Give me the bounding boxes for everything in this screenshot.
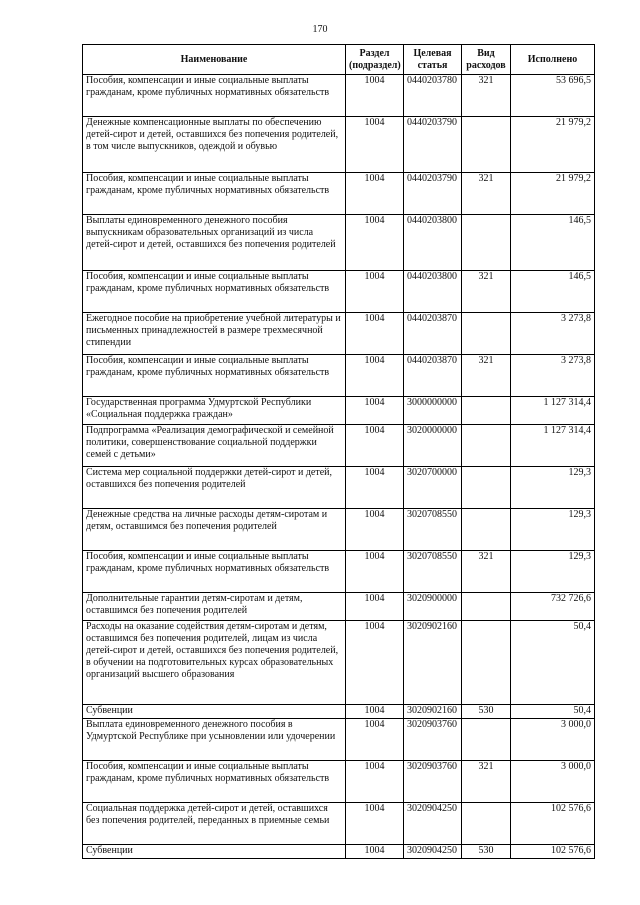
table-row: [83, 621, 595, 705]
cell-article: 3020900000: [404, 593, 462, 621]
cell-type: [462, 313, 511, 355]
cell-section: 1004: [346, 803, 404, 845]
cell-type: [462, 117, 511, 173]
cell-amount: 3 273,8: [511, 313, 595, 355]
cell-amount: 50,4: [511, 705, 595, 719]
header-name: Наименование: [83, 45, 346, 75]
cell-section: 1004: [346, 845, 404, 859]
cell-article: 3020902160: [404, 705, 462, 719]
cell-section: 1004: [346, 509, 404, 551]
cell-article: 3020708550: [404, 509, 462, 551]
table-row: [83, 705, 595, 719]
cell-amount: 146,5: [511, 215, 595, 271]
cell-article: 3020708550: [404, 551, 462, 593]
cell-article: 3020700000: [404, 467, 462, 509]
cell-name: Выплата единовременного денежного пособия в Удмуртской Республике при усыновлении или удочерении: [83, 719, 346, 761]
cell-amount: 146,5: [511, 271, 595, 313]
cell-name: Субвенции: [83, 705, 346, 719]
cell-amount: 21 979,2: [511, 173, 595, 215]
cell-section: 1004: [346, 593, 404, 621]
cell-amount: 1 127 314,4: [511, 425, 595, 467]
cell-amount: 3 273,8: [511, 355, 595, 397]
cell-amount: 3 000,0: [511, 719, 595, 761]
cell-section: 1004: [346, 621, 404, 705]
table-row: [83, 761, 595, 803]
table-row: [83, 803, 595, 845]
header-article: Целевая статья: [404, 45, 462, 75]
cell-article: 3020903760: [404, 761, 462, 803]
cell-type: [462, 467, 511, 509]
cell-type: [462, 425, 511, 467]
cell-type: 530: [462, 845, 511, 859]
cell-type: [462, 593, 511, 621]
cell-type: 530: [462, 705, 511, 719]
cell-article: 3020904250: [404, 803, 462, 845]
cell-amount: 129,3: [511, 509, 595, 551]
cell-section: 1004: [346, 397, 404, 425]
page-number: 170: [312, 24, 328, 35]
table-row: [83, 215, 595, 271]
cell-type: 321: [462, 75, 511, 117]
cell-type: 321: [462, 761, 511, 803]
cell-name: Выплаты единовременного денежного пособия выпускникам образовательных организаций из числа детей-сирот и детей, оставшихся без попечения родителей: [83, 215, 346, 271]
cell-section: 1004: [346, 313, 404, 355]
cell-amount: 50,4: [511, 621, 595, 705]
cell-name: Пособия, компенсации и иные социальные выплаты гражданам, кроме публичных нормативных обязательств: [83, 75, 346, 117]
table-row: [83, 467, 595, 509]
cell-name: Денежные компенсационные выплаты по обеспечению детей-сирот и детей, оставшихся без попечения родителей, в том числе выпускников, одеждой и обувью: [83, 117, 346, 173]
cell-article: 0440203780: [404, 75, 462, 117]
cell-name: Пособия, компенсации и иные социальные выплаты гражданам, кроме публичных нормативных обязательств: [83, 173, 346, 215]
table-row: [83, 397, 595, 425]
cell-name: Расходы на оказание содействия детям-сиротам и детям, оставшимся без попечения родителей, лицам из числа детей-сирот и детей, оставшихся без попечения родителей, в обучении на подготовительных курсах образовательных организаций высшего образования: [83, 621, 346, 705]
cell-section: 1004: [346, 75, 404, 117]
table-row: [83, 75, 595, 117]
cell-type: [462, 719, 511, 761]
header-type: Вид расходов: [462, 45, 511, 75]
cell-type: 321: [462, 355, 511, 397]
table-row: [83, 355, 595, 397]
cell-type: [462, 215, 511, 271]
cell-name: Пособия, компенсации и иные социальные выплаты гражданам, кроме публичных нормативных обязательств: [83, 551, 346, 593]
cell-type: [462, 397, 511, 425]
cell-type: 321: [462, 271, 511, 313]
cell-amount: 53 696,5: [511, 75, 595, 117]
cell-section: 1004: [346, 271, 404, 313]
cell-name: Социальная поддержка детей-сирот и детей, оставшихся без попечения родителей, переданных в приемные семьи: [83, 803, 346, 845]
cell-article: 3020000000: [404, 425, 462, 467]
table-body: [83, 75, 595, 859]
table-row: [83, 593, 595, 621]
cell-amount: 102 576,6: [511, 803, 595, 845]
table-row: [83, 173, 595, 215]
cell-name: Дополнительные гарантии детям-сиротам и детям, оставшимся без попечения родителей: [83, 593, 346, 621]
cell-type: [462, 509, 511, 551]
cell-amount: 129,3: [511, 551, 595, 593]
cell-amount: 732 726,6: [511, 593, 595, 621]
cell-section: 1004: [346, 719, 404, 761]
cell-article: 3020902160: [404, 621, 462, 705]
cell-article: 0440203800: [404, 271, 462, 313]
cell-amount: 3 000,0: [511, 761, 595, 803]
table-row: [83, 551, 595, 593]
table-row: [83, 719, 595, 761]
cell-type: [462, 803, 511, 845]
cell-name: Пособия, компенсации и иные социальные выплаты гражданам, кроме публичных нормативных обязательств: [83, 355, 346, 397]
cell-amount: 21 979,2: [511, 117, 595, 173]
budget-table: [82, 44, 595, 859]
cell-article: 0440203870: [404, 355, 462, 397]
cell-name: Система мер социальной поддержки детей-сирот и детей, оставшихся без попечения родителей: [83, 467, 346, 509]
table-row: [83, 845, 595, 859]
header-amount: Исполнено: [511, 45, 595, 75]
cell-name: Пособия, компенсации и иные социальные выплаты гражданам, кроме публичных нормативных обязательств: [83, 761, 346, 803]
cell-section: 1004: [346, 551, 404, 593]
cell-type: 321: [462, 173, 511, 215]
cell-article: 0440203790: [404, 117, 462, 173]
cell-name: Подпрограмма «Реализация демографической и семейной политики, совершенствование социальной поддержки семей с детьми»: [83, 425, 346, 467]
header-section: Раздел (подраздел): [346, 45, 404, 75]
cell-article: 0440203800: [404, 215, 462, 271]
table-row: [83, 509, 595, 551]
cell-section: 1004: [346, 355, 404, 397]
cell-amount: 1 127 314,4: [511, 397, 595, 425]
table-row: [83, 313, 595, 355]
cell-article: 0440203870: [404, 313, 462, 355]
cell-name: Пособия, компенсации и иные социальные выплаты гражданам, кроме публичных нормативных обязательств: [83, 271, 346, 313]
cell-name: Денежные средства на личные расходы детям-сиротам и детям, оставшимся без попечения родителей: [83, 509, 346, 551]
table-row: [83, 271, 595, 313]
cell-amount: 129,3: [511, 467, 595, 509]
cell-article: 3020903760: [404, 719, 462, 761]
cell-article: 3020904250: [404, 845, 462, 859]
cell-name: Субвенции: [83, 845, 346, 859]
table-header-row: [83, 45, 595, 75]
cell-type: [462, 621, 511, 705]
cell-section: 1004: [346, 705, 404, 719]
cell-section: 1004: [346, 173, 404, 215]
cell-section: 1004: [346, 117, 404, 173]
cell-section: 1004: [346, 425, 404, 467]
cell-amount: 102 576,6: [511, 845, 595, 859]
cell-name: Ежегодное пособие на приобретение учебной литературы и письменных принадлежностей в размере трехмесячной стипендии: [83, 313, 346, 355]
cell-article: 3000000000: [404, 397, 462, 425]
cell-section: 1004: [346, 215, 404, 271]
table-row: [83, 425, 595, 467]
cell-section: 1004: [346, 467, 404, 509]
cell-article: 0440203790: [404, 173, 462, 215]
cell-name: Государственная программа Удмуртской Республики «Социальная поддержка граждан»: [83, 397, 346, 425]
cell-section: 1004: [346, 761, 404, 803]
cell-type: 321: [462, 551, 511, 593]
table-row: [83, 117, 595, 173]
